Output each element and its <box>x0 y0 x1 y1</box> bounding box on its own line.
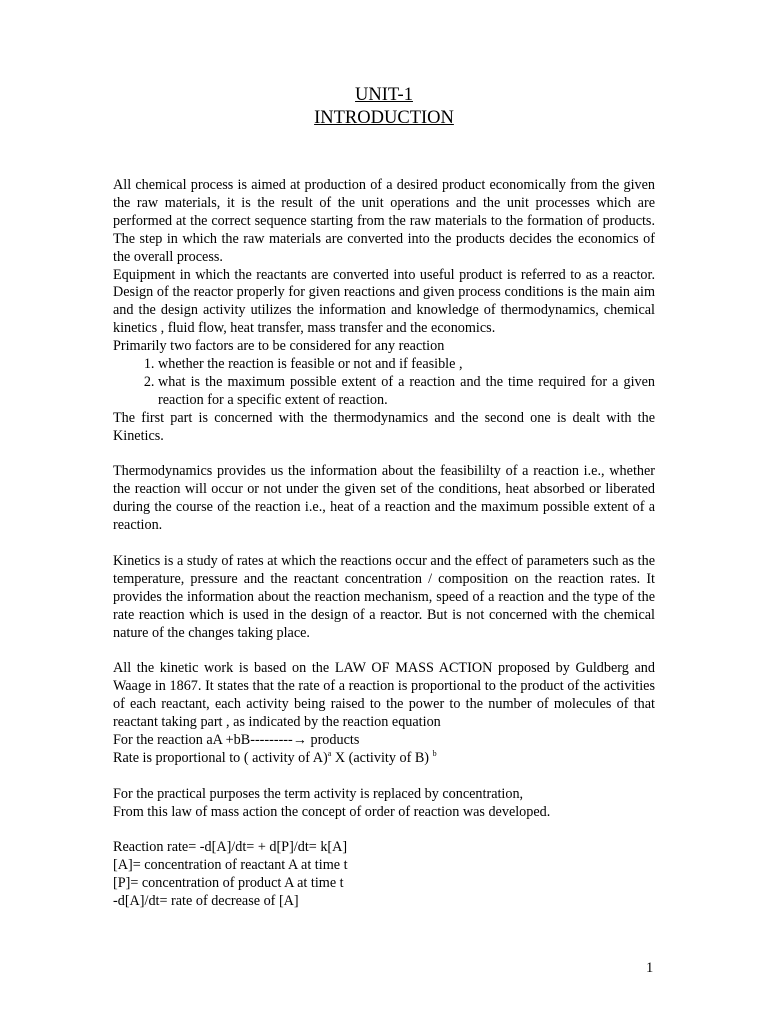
paragraph-7: All the kinetic work is based on the LAW OF MASS ACTION proposed by Guldberg and Waage in 1867. It states that the rate of a reaction is proportional to the product of the activities of each reactant, each activity being raised to the power to the number of molecules of that reactant taking part , as indicated by the reaction equation <box>113 660 655 731</box>
equation-4: -d[A]/dt= rate of decrease of [A] <box>113 893 299 910</box>
paragraph-5: Thermodynamics provides us the information about the feasibililty of a reaction i.e., whether the reaction will occur or not under the given set of the conditions, heat absorbed or liberated during the course of the reaction i.e., heat of a reaction and the maximum possible extent of a reaction. <box>113 463 655 534</box>
paragraph-2: Equipment in which the reactants are converted into useful product is referred to as a reactor. Design of the reactor properly for given reactions and given process conditions is the main aim and the design activity utilizes the information and knowledge of thermodynamics, chemical kinetics , fluid flow, heat transfer, mass transfer and the economics. <box>113 266 655 337</box>
list-item: 1. whether the reaction is feasible or not and if feasible , <box>158 356 655 374</box>
page-number: 1 <box>646 960 654 976</box>
introduction-heading: INTRODUCTION <box>314 108 454 128</box>
body-text <box>113 177 655 911</box>
rate-text-2: X (activity of B) <box>331 749 433 766</box>
equation-1: Reaction rate= -d[A]/dt= + d[P]/dt= k[A] <box>113 839 348 856</box>
rate-line <box>113 750 655 768</box>
reaction-line: For the reaction aA +bB---------→ products <box>113 732 360 749</box>
unit-heading: UNIT-1 <box>355 85 413 105</box>
list-item: 2. what is the maximum possible extent of a reaction and the time required for a given reaction for a specific extent of reaction. <box>158 374 655 410</box>
paragraph-9: From this law of mass action the concept of order of reaction was developed. <box>113 803 551 820</box>
exponent-a: a <box>327 748 332 758</box>
equation-3: [P]= concentration of product A at time t <box>113 875 344 892</box>
equation-2: [A]= concentration of reactant A at time t <box>113 857 348 874</box>
paragraph-4: The first part is concerned with the thermodynamics and the second one is dealt with the Kinetics. <box>113 409 655 444</box>
paragraph-8: For the practical purposes the term activity is replaced by concentration, <box>113 785 524 802</box>
title-block <box>0 84 768 130</box>
paragraph-6: Kinetics is a study of rates at which the reactions occur and the effect of parameters such as the temperature, pressure and the reactant concentration / composition on the reaction rates. It provides the information about the reaction mechanism, speed of a reaction and the type of the rate reaction which is used in the design of a reactor. But is not concerned with the chemical nature of the changes taking place. <box>113 553 655 641</box>
rate-text-1: Rate is proportional to ( activity of A) <box>113 749 328 766</box>
paragraph-3: Primarily two factors are to be considered for any reaction <box>113 338 445 355</box>
factors-list <box>113 356 655 410</box>
paragraph-1: All chemical process is aimed at production of a desired product economically from the given the raw materials, it is the result of the unit operations and the unit processes which are performed at the correct sequence starting from the raw materials to the formation of products. The step in which the raw materials are converted into the products decides the economics of the overall process. <box>113 177 655 265</box>
exponent-b: b <box>432 748 437 758</box>
